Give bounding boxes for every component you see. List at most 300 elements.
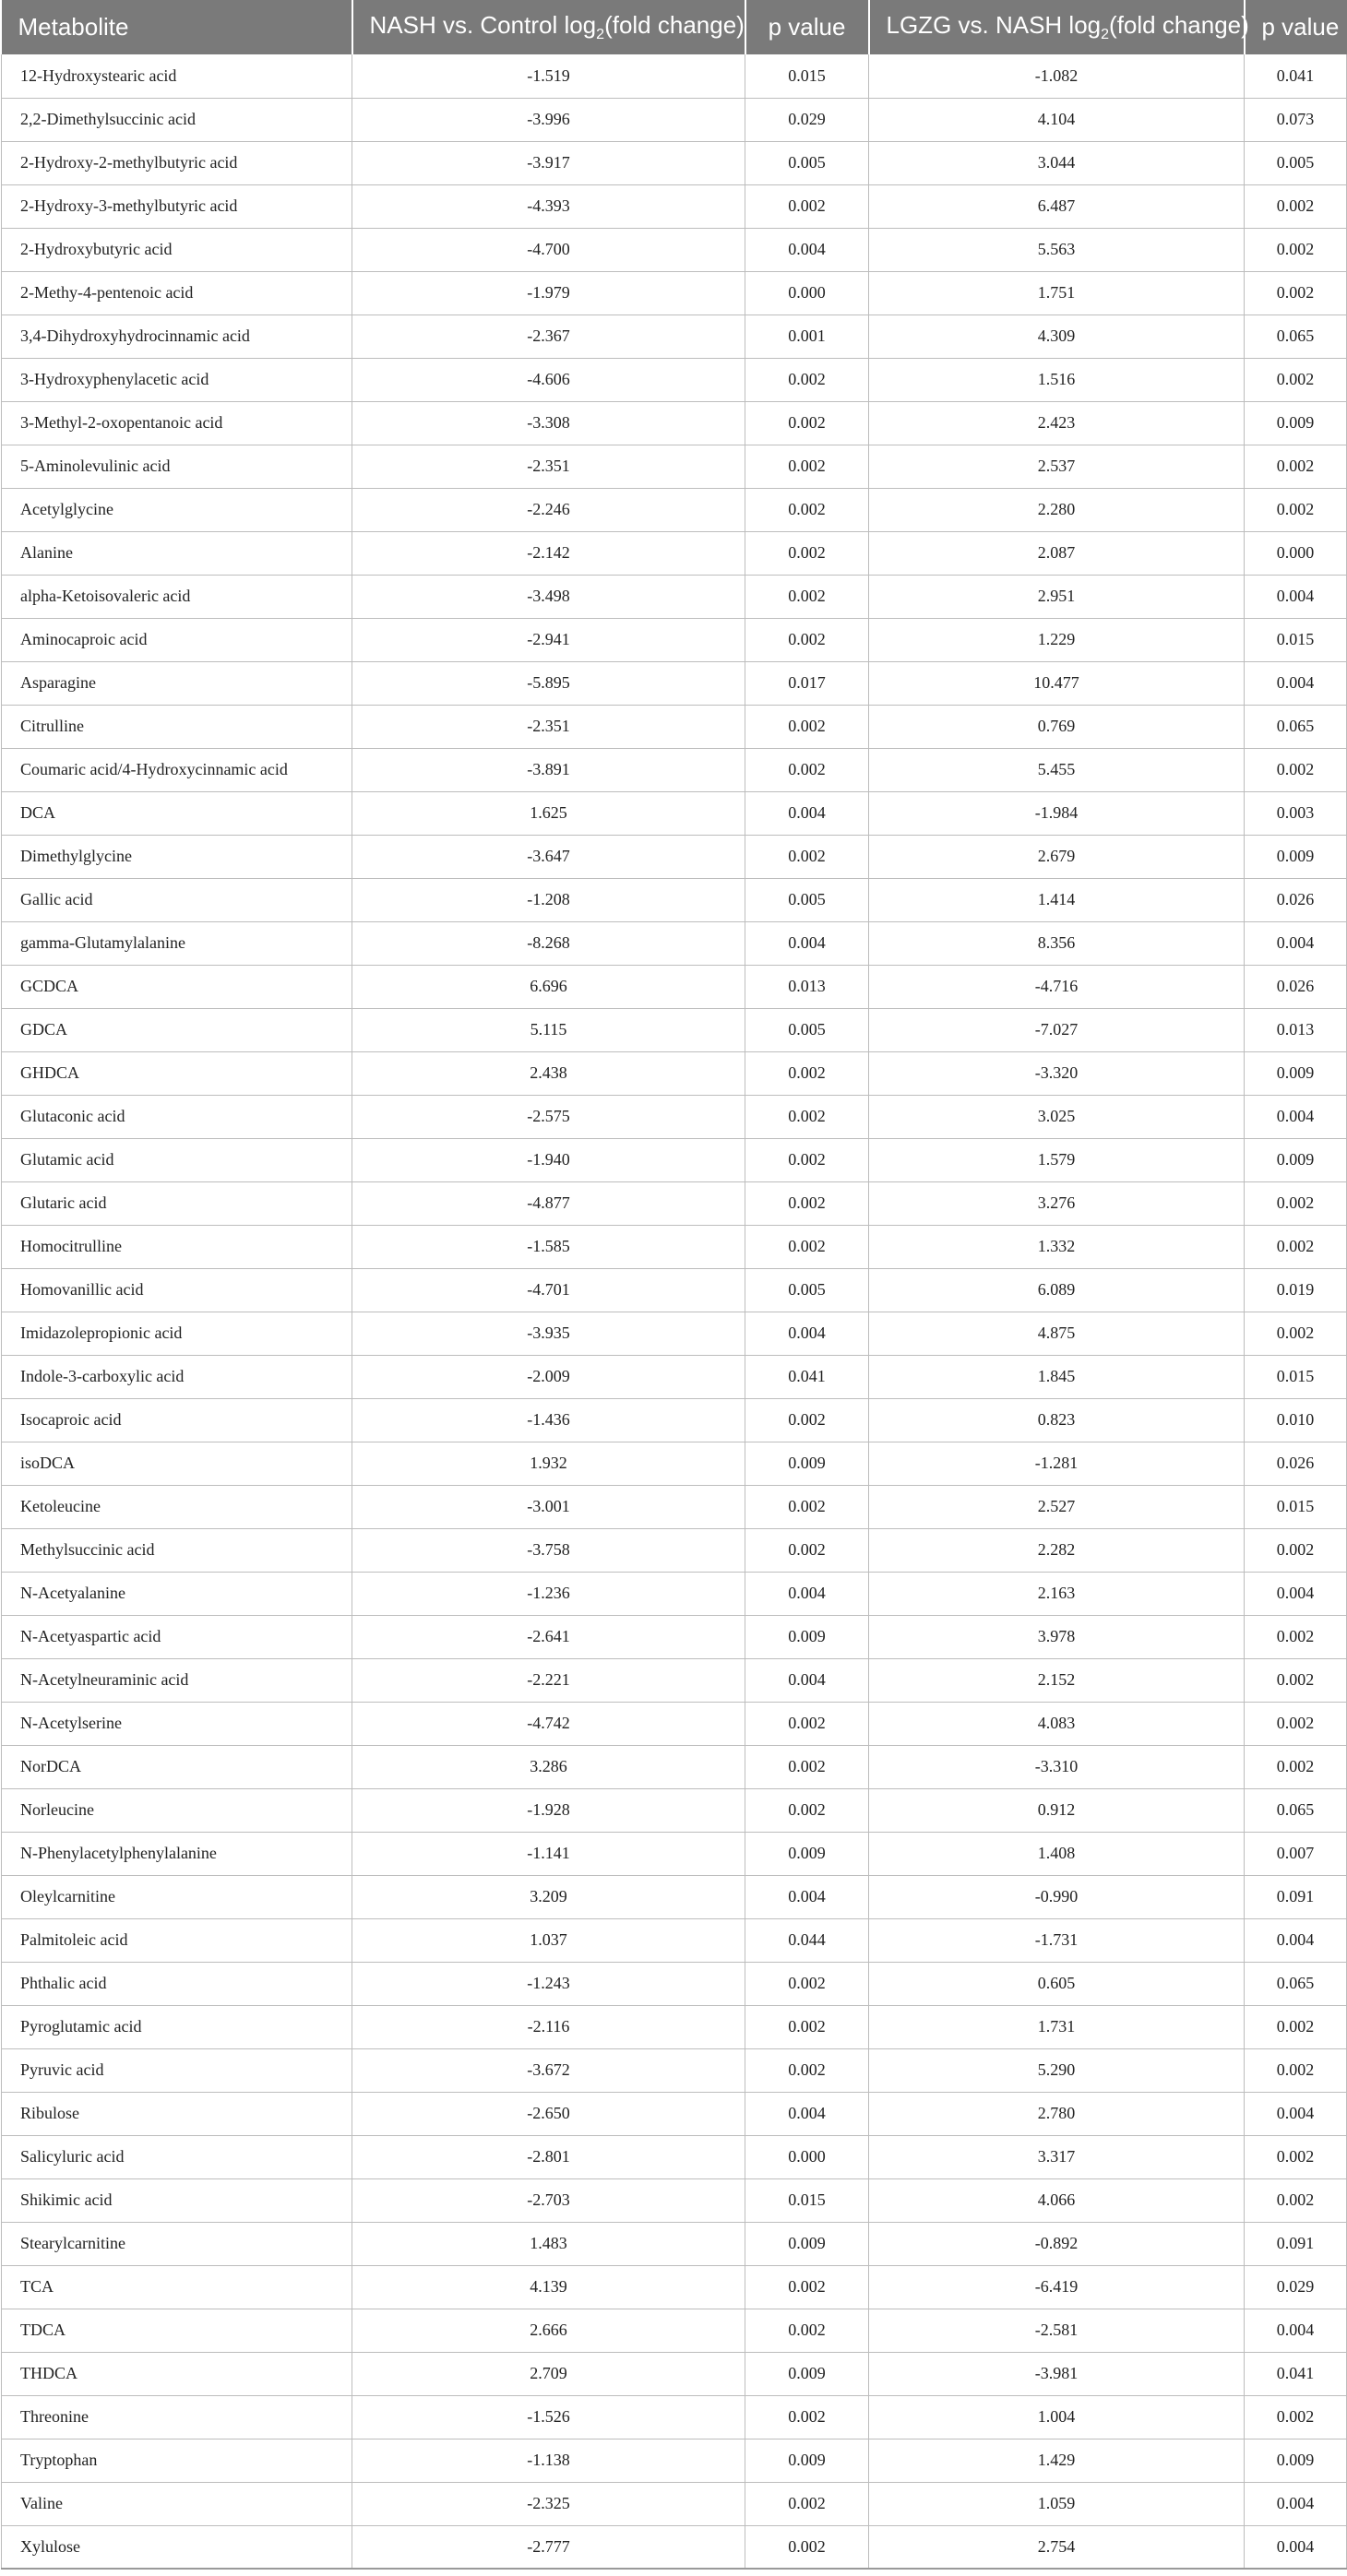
cell-nash-fold-change: -1.208	[352, 878, 745, 921]
cell-nash-fold-change: 1.037	[352, 1918, 745, 1962]
cell-lgzg-fold-change: 1.408	[869, 1832, 1245, 1875]
cell-nash-fold-change: -2.641	[352, 1615, 745, 1658]
cell-metabolite: GCDCA	[2, 965, 352, 1008]
cell-nash-fold-change: -2.351	[352, 705, 745, 748]
cell-lgzg-fold-change: 4.875	[869, 1312, 1245, 1355]
cell-nash-fold-change: -4.393	[352, 184, 745, 228]
cell-lgzg-fold-change: -2.581	[869, 2309, 1245, 2352]
header-nash-vs-control-fold-change	[352, 0, 745, 54]
table-row	[2, 445, 1347, 488]
cell-lgzg-fold-change: 2.537	[869, 445, 1245, 488]
cell-metabolite: 2-Hydroxy-2-methylbutyric acid	[2, 141, 352, 184]
cell-lgzg-fold-change: -6.419	[869, 2265, 1245, 2309]
table-row	[2, 705, 1347, 748]
table-row	[2, 2525, 1347, 2569]
cell-nash-p-value: 0.002	[745, 1528, 869, 1572]
table-row	[2, 1355, 1347, 1398]
cell-nash-fold-change: 1.625	[352, 791, 745, 835]
table-row	[2, 965, 1347, 1008]
cell-lgzg-p-value: 0.004	[1245, 2309, 1347, 2352]
cell-nash-fold-change: -3.996	[352, 98, 745, 141]
cell-nash-fold-change: -1.979	[352, 271, 745, 315]
cell-metabolite: 3-Methyl-2-oxopentanoic acid	[2, 401, 352, 445]
cell-metabolite: Glutaric acid	[2, 1181, 352, 1225]
cell-metabolite: DCA	[2, 791, 352, 835]
cell-nash-p-value: 0.005	[745, 1268, 869, 1312]
cell-nash-p-value: 0.009	[745, 1615, 869, 1658]
cell-lgzg-fold-change: 0.912	[869, 1788, 1245, 1832]
cell-lgzg-p-value: 0.004	[1245, 1095, 1347, 1138]
cell-lgzg-p-value: 0.029	[1245, 2265, 1347, 2309]
cell-lgzg-fold-change: 3.044	[869, 141, 1245, 184]
cell-nash-p-value: 0.009	[745, 2439, 869, 2482]
cell-lgzg-p-value: 0.010	[1245, 1398, 1347, 1442]
cell-nash-p-value: 0.002	[745, 618, 869, 661]
cell-lgzg-p-value: 0.015	[1245, 1355, 1347, 1398]
cell-nash-p-value: 0.002	[745, 531, 869, 575]
cell-nash-fold-change: -1.526	[352, 2395, 745, 2439]
table-row	[2, 2395, 1347, 2439]
cell-lgzg-p-value: 0.026	[1245, 965, 1347, 1008]
cell-metabolite: Homovanillic acid	[2, 1268, 352, 1312]
cell-nash-p-value: 0.004	[745, 1572, 869, 1615]
cell-lgzg-p-value: 0.002	[1245, 228, 1347, 271]
cell-lgzg-p-value: 0.041	[1245, 54, 1347, 98]
cell-lgzg-p-value: 0.002	[1245, 1658, 1347, 1702]
cell-nash-p-value: 0.002	[745, 575, 869, 618]
cell-nash-fold-change: -2.221	[352, 1658, 745, 1702]
cell-lgzg-fold-change: 5.290	[869, 2048, 1245, 2092]
table-row	[2, 141, 1347, 184]
cell-lgzg-fold-change: 1.751	[869, 271, 1245, 315]
cell-lgzg-fold-change: -4.716	[869, 965, 1245, 1008]
cell-lgzg-fold-change: 1.516	[869, 358, 1245, 401]
cell-metabolite: 5-Aminolevulinic acid	[2, 445, 352, 488]
cell-nash-p-value: 0.013	[745, 965, 869, 1008]
cell-nash-p-value: 0.041	[745, 1355, 869, 1398]
cell-lgzg-fold-change: 2.282	[869, 1528, 1245, 1572]
cell-lgzg-p-value: 0.002	[1245, 2005, 1347, 2048]
cell-lgzg-fold-change: 1.579	[869, 1138, 1245, 1181]
cell-nash-fold-change: -2.801	[352, 2135, 745, 2178]
cell-nash-p-value: 0.009	[745, 2222, 869, 2265]
cell-lgzg-fold-change: 4.066	[869, 2178, 1245, 2222]
cell-metabolite: Norleucine	[2, 1788, 352, 1832]
cell-lgzg-fold-change: 4.309	[869, 315, 1245, 358]
cell-nash-p-value: 0.004	[745, 228, 869, 271]
cell-nash-fold-change: -4.742	[352, 1702, 745, 1745]
cell-metabolite: GHDCA	[2, 1051, 352, 1095]
cell-lgzg-fold-change: 2.951	[869, 575, 1245, 618]
table-row	[2, 1962, 1347, 2005]
cell-lgzg-fold-change: -3.981	[869, 2352, 1245, 2395]
cell-lgzg-p-value: 0.091	[1245, 1875, 1347, 1918]
cell-metabolite: Valine	[2, 2482, 352, 2525]
cell-nash-fold-change: 2.438	[352, 1051, 745, 1095]
cell-nash-fold-change: -2.325	[352, 2482, 745, 2525]
cell-nash-p-value: 0.002	[745, 748, 869, 791]
cell-nash-fold-change: -1.138	[352, 2439, 745, 2482]
cell-nash-p-value: 0.004	[745, 1658, 869, 1702]
cell-metabolite: Indole-3-carboxylic acid	[2, 1355, 352, 1398]
cell-lgzg-p-value: 0.002	[1245, 184, 1347, 228]
cell-lgzg-fold-change: 1.414	[869, 878, 1245, 921]
cell-lgzg-fold-change: -1.731	[869, 1918, 1245, 1962]
cell-metabolite: N-Acetylserine	[2, 1702, 352, 1745]
table-row	[2, 1528, 1347, 1572]
cell-nash-fold-change: -1.236	[352, 1572, 745, 1615]
cell-metabolite: 2-Hydroxy-3-methylbutyric acid	[2, 184, 352, 228]
cell-metabolite: 3-Hydroxyphenylacetic acid	[2, 358, 352, 401]
table-row	[2, 2482, 1347, 2525]
cell-lgzg-fold-change: 3.317	[869, 2135, 1245, 2178]
cell-nash-fold-change: 6.696	[352, 965, 745, 1008]
table-body	[2, 54, 1347, 2569]
cell-lgzg-p-value: 0.002	[1245, 488, 1347, 531]
cell-lgzg-fold-change: 2.280	[869, 488, 1245, 531]
cell-nash-p-value: 0.002	[745, 488, 869, 531]
cell-lgzg-fold-change: 1.845	[869, 1355, 1245, 1398]
cell-nash-fold-change: 1.483	[352, 2222, 745, 2265]
cell-nash-p-value: 0.004	[745, 2092, 869, 2135]
cell-lgzg-p-value: 0.065	[1245, 1788, 1347, 1832]
cell-metabolite: 12-Hydroxystearic acid	[2, 54, 352, 98]
cell-lgzg-p-value: 0.004	[1245, 2482, 1347, 2525]
table-row	[2, 358, 1347, 401]
cell-lgzg-p-value: 0.041	[1245, 2352, 1347, 2395]
cell-lgzg-p-value: 0.009	[1245, 1051, 1347, 1095]
cell-lgzg-p-value: 0.004	[1245, 921, 1347, 965]
header-p-value-2: p value	[1245, 0, 1347, 54]
cell-nash-p-value: 0.044	[745, 1918, 869, 1962]
cell-metabolite: N-Phenylacetylphenylalanine	[2, 1832, 352, 1875]
cell-metabolite: Glutamic acid	[2, 1138, 352, 1181]
cell-nash-p-value: 0.002	[745, 358, 869, 401]
cell-lgzg-p-value: 0.009	[1245, 835, 1347, 878]
cell-nash-p-value: 0.005	[745, 1008, 869, 1051]
cell-nash-p-value: 0.009	[745, 1442, 869, 1485]
cell-metabolite: Homocitrulline	[2, 1225, 352, 1268]
cell-metabolite: 2-Hydroxybutyric acid	[2, 228, 352, 271]
cell-metabolite: Salicyluric acid	[2, 2135, 352, 2178]
cell-nash-p-value: 0.002	[745, 2048, 869, 2092]
table-row	[2, 1658, 1347, 1702]
cell-metabolite: Gallic acid	[2, 878, 352, 921]
cell-nash-fold-change: -2.246	[352, 488, 745, 531]
table-row	[2, 1615, 1347, 1658]
cell-lgzg-p-value: 0.004	[1245, 1918, 1347, 1962]
cell-nash-fold-change: 3.286	[352, 1745, 745, 1788]
cell-lgzg-p-value: 0.009	[1245, 2439, 1347, 2482]
cell-nash-fold-change: -8.268	[352, 921, 745, 965]
cell-nash-fold-change: 4.139	[352, 2265, 745, 2309]
cell-lgzg-p-value: 0.005	[1245, 141, 1347, 184]
cell-lgzg-fold-change: 3.025	[869, 1095, 1245, 1138]
cell-lgzg-p-value: 0.002	[1245, 2135, 1347, 2178]
table-row	[2, 2135, 1347, 2178]
cell-lgzg-p-value: 0.004	[1245, 575, 1347, 618]
cell-nash-p-value: 0.015	[745, 54, 869, 98]
cell-nash-p-value: 0.004	[745, 791, 869, 835]
cell-lgzg-p-value: 0.015	[1245, 1485, 1347, 1528]
cell-nash-p-value: 0.002	[745, 2482, 869, 2525]
cell-nash-p-value: 0.002	[745, 184, 869, 228]
cell-lgzg-fold-change: -1.984	[869, 791, 1245, 835]
cell-lgzg-fold-change: 5.455	[869, 748, 1245, 791]
cell-nash-p-value: 0.002	[745, 2005, 869, 2048]
cell-lgzg-p-value: 0.019	[1245, 1268, 1347, 1312]
cell-nash-fold-change: 3.209	[352, 1875, 745, 1918]
cell-nash-fold-change: -3.498	[352, 575, 745, 618]
cell-lgzg-p-value: 0.004	[1245, 2092, 1347, 2135]
cell-nash-p-value: 0.004	[745, 1875, 869, 1918]
cell-metabolite: N-Acetyaspartic acid	[2, 1615, 352, 1658]
table-row	[2, 1138, 1347, 1181]
table-row	[2, 791, 1347, 835]
cell-lgzg-p-value: 0.002	[1245, 358, 1347, 401]
table-row	[2, 2265, 1347, 2309]
cell-nash-fold-change: -2.009	[352, 1355, 745, 1398]
table-row	[2, 2309, 1347, 2352]
cell-nash-fold-change: -3.672	[352, 2048, 745, 2092]
table-row	[2, 1268, 1347, 1312]
cell-nash-p-value: 0.002	[745, 445, 869, 488]
cell-nash-fold-change: -4.606	[352, 358, 745, 401]
cell-lgzg-fold-change: 6.089	[869, 1268, 1245, 1312]
table-row	[2, 1918, 1347, 1962]
table-row	[2, 1788, 1347, 1832]
table-row	[2, 661, 1347, 705]
cell-lgzg-p-value: 0.002	[1245, 2178, 1347, 2222]
cell-lgzg-fold-change: 1.731	[869, 2005, 1245, 2048]
cell-nash-p-value: 0.004	[745, 1312, 869, 1355]
table-row	[2, 1051, 1347, 1095]
cell-metabolite: Shikimic acid	[2, 2178, 352, 2222]
header-metabolite: Metabolite	[2, 0, 352, 54]
cell-metabolite: Oleylcarnitine	[2, 1875, 352, 1918]
cell-nash-p-value: 0.002	[745, 1485, 869, 1528]
cell-nash-p-value: 0.017	[745, 661, 869, 705]
header-lgzg-vs-nash-fold-change	[869, 0, 1249, 54]
cell-lgzg-fold-change: 5.563	[869, 228, 1245, 271]
cell-metabolite: Dimethylglycine	[2, 835, 352, 878]
cell-metabolite: 2-Methy-4-pentenoic acid	[2, 271, 352, 315]
cell-nash-fold-change: -2.941	[352, 618, 745, 661]
cell-metabolite: N-Acetyalanine	[2, 1572, 352, 1615]
header-nash-fc-suffix: (fold change)	[604, 10, 745, 39]
cell-lgzg-p-value: 0.065	[1245, 1962, 1347, 2005]
cell-lgzg-fold-change: 4.104	[869, 98, 1245, 141]
table-row	[2, 1832, 1347, 1875]
cell-lgzg-p-value: 0.026	[1245, 1442, 1347, 1485]
cell-nash-p-value: 0.009	[745, 2352, 869, 2395]
table-row	[2, 1398, 1347, 1442]
cell-nash-p-value: 0.001	[745, 315, 869, 358]
table-row	[2, 488, 1347, 531]
cell-nash-fold-change: -1.243	[352, 1962, 745, 2005]
table-row	[2, 618, 1347, 661]
cell-lgzg-p-value: 0.009	[1245, 1138, 1347, 1181]
cell-nash-fold-change: -3.308	[352, 401, 745, 445]
cell-lgzg-fold-change: -3.320	[869, 1051, 1245, 1095]
cell-metabolite: GDCA	[2, 1008, 352, 1051]
cell-lgzg-fold-change: 2.163	[869, 1572, 1245, 1615]
cell-lgzg-p-value: 0.009	[1245, 401, 1347, 445]
cell-metabolite: N-Acetylneuraminic acid	[2, 1658, 352, 1702]
cell-lgzg-fold-change: -1.281	[869, 1442, 1245, 1485]
cell-nash-p-value: 0.002	[745, 1745, 869, 1788]
table-row	[2, 315, 1347, 358]
table-row	[2, 184, 1347, 228]
cell-metabolite: Aminocaproic acid	[2, 618, 352, 661]
cell-metabolite: Glutaconic acid	[2, 1095, 352, 1138]
cell-metabolite: Phthalic acid	[2, 1962, 352, 2005]
cell-metabolite: Asparagine	[2, 661, 352, 705]
header-lgzg-fc-prefix: LGZG vs. NASH log	[886, 10, 1102, 39]
cell-metabolite: 3,4-Dihydroxyhydrocinnamic acid	[2, 315, 352, 358]
table-row	[2, 2092, 1347, 2135]
cell-lgzg-p-value: 0.002	[1245, 1528, 1347, 1572]
cell-nash-fold-change: 1.932	[352, 1442, 745, 1485]
cell-nash-fold-change: -4.877	[352, 1181, 745, 1225]
table-row	[2, 2222, 1347, 2265]
cell-nash-p-value: 0.009	[745, 1832, 869, 1875]
cell-lgzg-p-value: 0.004	[1245, 2525, 1347, 2569]
cell-nash-fold-change: 2.666	[352, 2309, 745, 2352]
cell-metabolite: alpha-Ketoisovaleric acid	[2, 575, 352, 618]
table-row	[2, 1702, 1347, 1745]
table-row	[2, 835, 1347, 878]
header-lgzg-fc-suffix: (fold change)	[1109, 10, 1249, 39]
cell-nash-fold-change: -1.940	[352, 1138, 745, 1181]
cell-lgzg-fold-change: -0.990	[869, 1875, 1245, 1918]
cell-nash-p-value: 0.004	[745, 921, 869, 965]
cell-lgzg-p-value: 0.015	[1245, 618, 1347, 661]
cell-lgzg-p-value: 0.073	[1245, 98, 1347, 141]
cell-lgzg-p-value: 0.002	[1245, 1181, 1347, 1225]
cell-nash-fold-change: -2.575	[352, 1095, 745, 1138]
cell-nash-fold-change: -4.700	[352, 228, 745, 271]
cell-lgzg-p-value: 0.065	[1245, 705, 1347, 748]
cell-nash-p-value: 0.002	[745, 1702, 869, 1745]
table-row	[2, 531, 1347, 575]
cell-lgzg-p-value: 0.007	[1245, 1832, 1347, 1875]
cell-nash-fold-change: -2.777	[352, 2525, 745, 2569]
cell-nash-p-value: 0.002	[745, 1138, 869, 1181]
cell-metabolite: Xylulose	[2, 2525, 352, 2569]
table-header	[2, 0, 1347, 54]
cell-metabolite: Acetylglycine	[2, 488, 352, 531]
table-row	[2, 2048, 1347, 2092]
cell-nash-p-value: 0.002	[745, 1398, 869, 1442]
cell-lgzg-fold-change: 2.423	[869, 401, 1245, 445]
cell-nash-fold-change: -3.647	[352, 835, 745, 878]
cell-metabolite: TCA	[2, 2265, 352, 2309]
cell-lgzg-fold-change: 1.429	[869, 2439, 1245, 2482]
cell-lgzg-fold-change: 1.229	[869, 618, 1245, 661]
cell-metabolite: Coumaric acid/4-Hydroxycinnamic acid	[2, 748, 352, 791]
cell-nash-p-value: 0.029	[745, 98, 869, 141]
cell-metabolite: Isocaproic acid	[2, 1398, 352, 1442]
cell-metabolite: Methylsuccinic acid	[2, 1528, 352, 1572]
table-row	[2, 1485, 1347, 1528]
cell-nash-fold-change: -2.367	[352, 315, 745, 358]
cell-nash-p-value: 0.002	[745, 1095, 869, 1138]
cell-metabolite: Ketoleucine	[2, 1485, 352, 1528]
cell-nash-fold-change: -2.703	[352, 2178, 745, 2222]
header-nash-fc-sub: 2	[596, 27, 605, 43]
cell-lgzg-fold-change: 2.087	[869, 531, 1245, 575]
cell-nash-p-value: 0.002	[745, 2265, 869, 2309]
cell-metabolite: Threonine	[2, 2395, 352, 2439]
cell-lgzg-fold-change: 3.276	[869, 1181, 1245, 1225]
cell-nash-p-value: 0.002	[745, 1051, 869, 1095]
table-row	[2, 1008, 1347, 1051]
table-row	[2, 401, 1347, 445]
cell-lgzg-p-value: 0.002	[1245, 2048, 1347, 2092]
cell-metabolite: Pyruvic acid	[2, 2048, 352, 2092]
cell-nash-fold-change: -1.585	[352, 1225, 745, 1268]
cell-nash-fold-change: -1.519	[352, 54, 745, 98]
cell-nash-p-value: 0.002	[745, 2309, 869, 2352]
cell-nash-fold-change: -3.758	[352, 1528, 745, 1572]
table-row	[2, 1312, 1347, 1355]
cell-lgzg-fold-change: 3.978	[869, 1615, 1245, 1658]
cell-nash-fold-change: -2.116	[352, 2005, 745, 2048]
cell-lgzg-fold-change: 8.356	[869, 921, 1245, 965]
cell-nash-p-value: 0.002	[745, 2525, 869, 2569]
cell-lgzg-p-value: 0.026	[1245, 878, 1347, 921]
table-row	[2, 878, 1347, 921]
header-row	[2, 0, 1347, 54]
cell-lgzg-p-value: 0.002	[1245, 748, 1347, 791]
cell-lgzg-p-value: 0.002	[1245, 271, 1347, 315]
table-row	[2, 228, 1347, 271]
header-nash-fc-prefix: NASH vs. Control log	[369, 10, 597, 39]
cell-nash-p-value: 0.002	[745, 1962, 869, 2005]
cell-lgzg-p-value: 0.002	[1245, 1615, 1347, 1658]
table-row	[2, 98, 1347, 141]
cell-metabolite: THDCA	[2, 2352, 352, 2395]
cell-lgzg-fold-change: 1.332	[869, 1225, 1245, 1268]
cell-nash-p-value: 0.000	[745, 2135, 869, 2178]
cell-nash-fold-change: -1.436	[352, 1398, 745, 1442]
cell-nash-fold-change: -2.650	[352, 2092, 745, 2135]
header-p-value-1: p value	[745, 0, 869, 54]
cell-lgzg-p-value: 0.002	[1245, 1312, 1347, 1355]
cell-lgzg-fold-change: 2.754	[869, 2525, 1245, 2569]
table-row	[2, 1875, 1347, 1918]
table-row	[2, 54, 1347, 98]
table-row	[2, 1745, 1347, 1788]
cell-lgzg-fold-change: -7.027	[869, 1008, 1245, 1051]
cell-lgzg-fold-change: 0.769	[869, 705, 1245, 748]
cell-nash-fold-change: -3.935	[352, 1312, 745, 1355]
cell-nash-fold-change: -3.917	[352, 141, 745, 184]
table-row	[2, 1095, 1347, 1138]
cell-lgzg-fold-change: 2.679	[869, 835, 1245, 878]
cell-metabolite: Palmitoleic acid	[2, 1918, 352, 1962]
cell-nash-p-value: 0.002	[745, 1181, 869, 1225]
cell-lgzg-fold-change: -3.310	[869, 1745, 1245, 1788]
cell-metabolite: TDCA	[2, 2309, 352, 2352]
cell-lgzg-fold-change: 6.487	[869, 184, 1245, 228]
table-row	[2, 2005, 1347, 2048]
cell-nash-p-value: 0.002	[745, 2395, 869, 2439]
table-row	[2, 271, 1347, 315]
table-row	[2, 1572, 1347, 1615]
cell-lgzg-fold-change: 1.059	[869, 2482, 1245, 2525]
